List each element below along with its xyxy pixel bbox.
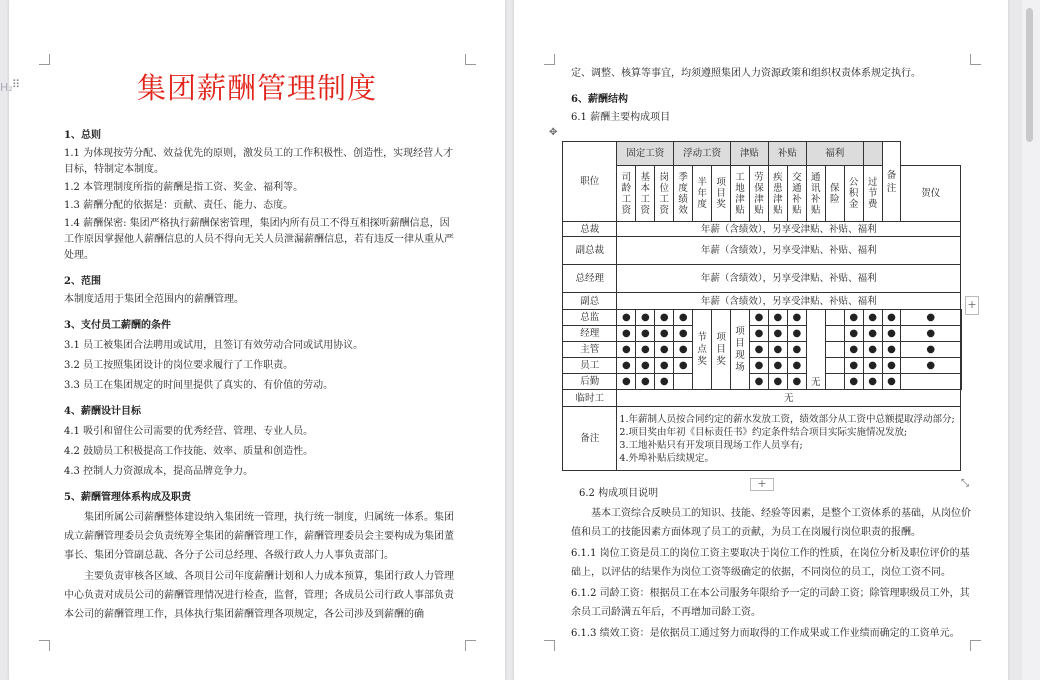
dot-cell: ● [655,342,674,358]
dot-cell: ● [863,326,882,342]
position-cell: 主管 [563,342,617,358]
dot-cell: ● [655,374,674,390]
dot-cell [825,358,844,374]
paragraph: 4.1 吸引和留住公司需要的优秀经营、管理、专业人员。 [64,426,314,437]
paragraph: 6.1.3 绩效工资：是依据员工通过努力而取得的工作成果或工作业绩而确定的工资单元。 [571,628,960,639]
group-header: 固定工资 [617,142,674,166]
dot-cell: ● [655,358,674,374]
section-heading: 5、薪酬管理体系构成及职责 [64,492,191,503]
paragraph: 主要负责审核各区域、各项目公司年度薪酬计划和人力成本预算，集团行政人力管理中心负责对成员公司的薪酬管理情况进行检查，监督，管理；各成员公司行政人事部负责本公司的薪酬管理工作，具体执行集团薪酬管理各项规定，各公司涉及到薪酬的确 [64,571,454,620]
margin-mark [970,54,981,65]
dot-cell [825,326,844,342]
position-cell: 总经理 [563,265,617,293]
item-header: 半年度 [693,166,712,222]
margin-mark [39,54,50,65]
dot-cell: ● [750,358,769,374]
note-line: 1.年薪制人员按合同约定的薪水发放工资，绩效部分从工资中总额提取浮动部分; [619,413,955,425]
note-line: 2.项目奖由年初《目标责任书》约定条件结合项目实际实施情况发放; [619,426,908,438]
dot-row [563,358,962,374]
section-heading: 2、范围 [64,276,101,287]
dot-cell: ● [882,358,901,374]
header-blank [863,142,882,166]
item-header: 岗位工资 [655,166,674,222]
dot-cell: ● [768,342,787,358]
margin-mark [465,54,476,65]
dot-row [563,326,962,342]
dot-cell: ● [768,374,787,390]
dot-cell: ● [863,374,882,390]
group-header: 浮动工资 [674,142,731,166]
position-cell: 临时工 [563,390,617,407]
item-header: 项目奖 [712,166,731,222]
paragraph: 集团所属公司薪酬整体建设纳入集团统一管理，执行统一制度，归属统一体系。集团成立薪酬管理委员会负责统筹全集团的薪酬管理工作，薪酬管理委员会主要构成为集团董事长、集团分管副总裁、各分子公司总经理、各级行政人力人事负责部门。 [64,512,454,561]
item-header: 贺仪 [901,166,961,222]
add-row-button[interactable]: + [750,478,774,491]
dot-cell: ● [655,310,674,326]
paragraph: 6.1.2 司龄工资：根据员工在本公司服务年限给予一定的司龄工资；除管理职级员工外，其余员工司龄满五年后，不再增加司龄工资。 [571,588,970,618]
dot-cell: ● [901,358,961,374]
margin-mark [465,640,476,651]
heading-hint-label: H₂ [0,81,13,94]
remark-cell [961,310,962,326]
dot-cell: ● [768,310,787,326]
margin-mark [39,640,50,651]
group-header: 福利 [806,142,863,166]
dot-cell: ● [768,358,787,374]
paragraph: 1.2 本管理制度所指的薪酬是指工资、奖金、福利等。 [64,182,304,193]
note-line: 4.外埠补贴后续规定。 [619,452,714,464]
dot-cell: ● [882,326,901,342]
dot-cell: ● [617,310,636,326]
dot-cell: ● [844,326,863,342]
group-header: 补贴 [768,142,806,166]
document-page-right [514,0,1008,680]
dot-cell: ● [844,374,863,390]
scrollbar-thumb[interactable] [1026,8,1033,142]
dot-cell: ● [617,358,636,374]
document-page-left [9,0,505,680]
remark-cell [961,342,962,358]
dot-row [563,374,962,390]
dot-cell: ● [787,326,806,342]
remark-cell [961,374,962,390]
dot-cell: ● [636,342,655,358]
margin-mark [544,54,555,65]
item-header: 交通补贴 [787,166,806,222]
position-cell: 员工 [563,358,617,374]
paragraph: 3.2 员工按照集团设计的岗位要求履行了工作职责。 [64,360,294,371]
dot-cell: ● [787,358,806,374]
dot-cell: ● [787,342,806,358]
header-position: 职位 [563,142,617,222]
section-heading: 3、支付员工薪酬的条件 [64,320,171,331]
dot-cell: ● [844,310,863,326]
dot-cell [901,374,961,390]
dot-cell [825,374,844,390]
dot-cell: ● [617,326,636,342]
dot-cell: ● [787,374,806,390]
dot-cell: ● [750,326,769,342]
dot-cell: ● [844,358,863,374]
right-body-top[interactable] [571,64,971,128]
dot-cell: ● [901,310,961,326]
dot-row [563,342,962,358]
dot-cell: ● [674,310,693,326]
dot-cell: ● [674,358,693,374]
sub-heading: 6.2 构成项目说明 [579,488,659,499]
notes-cell [617,407,961,471]
dot-cell: ● [787,310,806,326]
position-cell: 后勤 [563,374,617,390]
remark-cell [961,358,962,374]
paragraph: 3.3 员工在集团规定的时间里提供了真实的、有价值的劳动。 [64,380,334,391]
dot-cell: ● [882,310,901,326]
position-cell: 副总裁 [563,237,617,265]
dot-cell: ● [844,342,863,358]
item-header: 司龄工资 [617,166,636,222]
exec-cell: 年薪（含绩效），另享受津贴、补贴、福利 [617,265,961,293]
dot-cell: ● [674,342,693,358]
item-header: 季度绩效 [674,166,693,222]
exec-cell: 年薪（含绩效），另享受津贴、补贴、福利 [617,237,961,265]
position-cell: 经理 [563,326,617,342]
dot-cell: ● [882,342,901,358]
position-cell: 副总 [563,293,617,310]
position-cell: 总裁 [563,222,617,237]
dot-cell: ● [636,358,655,374]
paragraph: 定、调整、核算等事宜，均须遵照集团人力资源政策和组织权责体系规定执行。 [571,68,921,79]
merged-project-bonus: 项目奖 [712,310,731,390]
remark-cell [961,326,962,342]
dot-cell [825,342,844,358]
item-header: 基本工资 [636,166,655,222]
dot-cell: ● [863,310,882,326]
section-heading: 4、薪酬设计目标 [64,406,141,417]
dot-cell: ● [863,358,882,374]
dot-cell: ● [617,342,636,358]
item-header: 疾患津贴 [768,166,787,222]
section-heading: 1、总则 [64,130,101,141]
paragraph: 1.1 为体现按劳分配、效益优先的原则，激发员工的工作积极性、创造性，实现经营人才目标，特制定本制度。 [64,148,454,175]
paragraph: 4.2 鼓励员工积极提高工作技能、效率、质量和创造性。 [64,446,314,457]
salary-structure-table[interactable] [562,141,962,471]
paragraph: 6.1.1 岗位工资是员工的岗位工资主要取决于岗位工作的性质，在岗位分析及职位评价的基础上，以评估的结果作为岗位工资等级确定的依据，不同岗位的员工，岗位工资不同。 [571,548,970,578]
dot-cell: ● [636,326,655,342]
dot-cell: ● [901,326,961,342]
dot-cell: ● [750,342,769,358]
drag-handle-icon[interactable]: ⠿ [12,78,20,91]
margin-mark [544,640,555,651]
dot-row [563,310,962,326]
temp-cell: 无 [617,390,961,407]
item-header: 过节费 [863,166,882,222]
table-resize-icon[interactable]: ⤡ [961,478,969,489]
merged-project-site: 项目现场 [731,310,750,390]
dot-cell: ● [636,374,655,390]
paragraph: 1.4 薪酬保密: 集团严格执行薪酬保密管理，集团内所有员工不得互相探听薪酬信息，因工作原因掌握他人薪酬信息的人员不得向无关人员泄漏薪酬信息，若有违反一律从重从严处理。 [64,218,454,261]
paragraph: 4.3 控制人力资源成本，提高品牌竞争力。 [64,466,254,477]
paragraph: 本制度适用于集团全范围内的薪酬管理。 [64,294,244,305]
merged-node-bonus: 节点奖 [693,310,712,390]
right-body-bottom[interactable] [571,484,975,645]
dot-cell [674,374,693,390]
notes-label: 备注 [563,407,617,471]
dot-cell [825,310,844,326]
exec-cell: 年薪（含绩效），另享受津贴、补贴、福利 [617,293,961,310]
dot-cell: ● [636,310,655,326]
paragraph: 1.3 薪酬分配的依据是：贡献、责任、能力、态度。 [64,200,294,211]
left-body[interactable] [64,122,454,626]
item-header: 公积金 [844,166,863,222]
item-header-row [563,166,962,222]
item-header: 工地津贴 [731,166,750,222]
merged-none: 无 [806,310,825,390]
dot-cell: ● [863,342,882,358]
dot-cell: ● [655,326,674,342]
item-header: 劳保津贴 [750,166,769,222]
group-header: 津贴 [731,142,769,166]
document-title: 集团薪酬管理制度 [136,71,377,105]
section-heading: 6、薪酬结构 [571,94,628,105]
dot-cell: ● [674,326,693,342]
table-move-icon[interactable]: ✥ [549,127,558,138]
sub-heading: 6.1 薪酬主要构成项目 [571,112,671,123]
note-line: 3.工地补贴只有开发项目现场工作人员享有; [619,439,803,451]
dot-cell: ● [882,374,901,390]
position-cell: 总监 [563,310,617,326]
dot-cell: ● [901,342,961,358]
item-header: 通讯补贴 [806,166,825,222]
add-column-button[interactable]: + [965,296,979,315]
paragraph: 基本工资综合反映员工的知识、技能、经验等因素，是整个工资体系的基础，从岗位价值和员工的技能因素方面体现了员工的贡献，为员工在岗履行岗位职责的报酬。 [571,508,971,538]
dot-cell: ● [768,326,787,342]
dot-cell: ● [750,310,769,326]
exec-cell: 年薪（含绩效），另享受津贴、补贴、福利 [617,222,961,237]
dot-cell: ● [750,374,769,390]
paragraph: 3.1 员工被集团合法聘用或试用，且签订有效劳动合同或试用协议。 [64,340,364,351]
dot-cell: ● [617,374,636,390]
item-header: 保险 [825,166,844,222]
header-remark: 备注 [882,142,901,222]
